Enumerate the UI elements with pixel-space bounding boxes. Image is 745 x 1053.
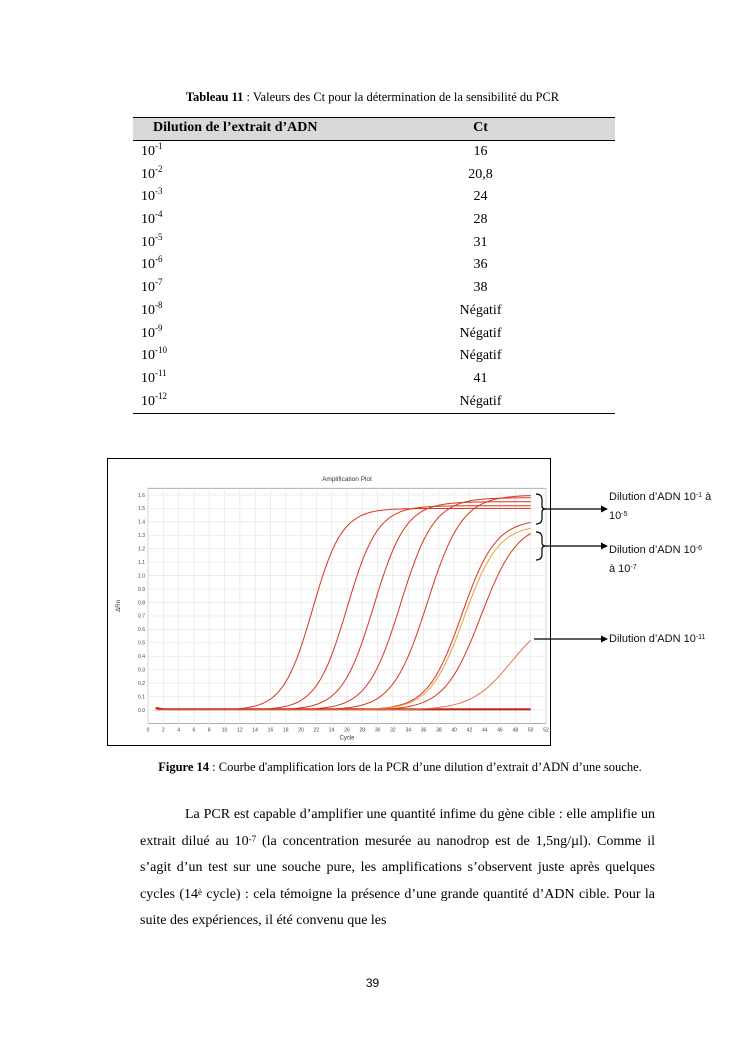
arrowhead-2: [601, 543, 608, 550]
table-row: [133, 232, 615, 255]
x-tick-label: 46: [497, 727, 503, 734]
x-tick-label: 36: [420, 727, 427, 734]
dilution-cell: $10^{-10}$: [141, 345, 167, 364]
x-tick-label: 32: [390, 727, 396, 734]
x-tick-label: 14: [252, 727, 258, 734]
table-row: [133, 300, 615, 323]
x-tick-label: 34: [405, 727, 412, 734]
y-tick-label: 1.0: [138, 573, 145, 580]
x-axis-label: Cycle: [339, 735, 355, 742]
dilution-cell: $10^{-11}$: [141, 367, 167, 386]
table-row: [133, 391, 615, 414]
ct-cell: Négatif: [459, 302, 502, 318]
y-tick-label: 1.6: [138, 492, 145, 499]
y-tick-label: 1.5: [138, 506, 145, 513]
figure-frame: [107, 458, 551, 746]
brace-top: [536, 494, 546, 524]
dilution-cell: $10^{-7}$: [141, 277, 163, 296]
x-tick-label: 8: [207, 727, 211, 734]
ct-cell: 38: [473, 280, 488, 296]
table-row: [133, 141, 615, 164]
annotation-dilution-6-7: Dilution d’ADN $10^{-6}$ à $10^{-7}$: [609, 544, 703, 575]
dilution-cell: $10^{-4}$: [141, 209, 163, 228]
y-tick-label: 0.4: [138, 654, 145, 661]
annotation-arrows: [528, 488, 610, 658]
x-tick-label: 44: [481, 727, 488, 734]
ct-cell: Négatif: [459, 325, 502, 341]
x-tick-label: 28: [359, 727, 366, 734]
amplification-plot: [108, 459, 549, 744]
y-tick-label: 0.3: [138, 667, 145, 674]
table-row: [133, 186, 615, 209]
x-tick-label: 0: [146, 727, 150, 734]
figure-caption: [140, 760, 660, 775]
x-tick-label: 4: [177, 727, 181, 734]
ct-cell: 41: [473, 370, 488, 386]
ct-cell: Négatif: [459, 393, 502, 409]
header-ct: Ct: [473, 120, 488, 135]
dilution-cell: $10^{-2}$: [141, 163, 163, 182]
dilution-cell: $10^{-5}$: [141, 231, 163, 250]
x-tick-label: 40: [451, 727, 457, 734]
table-caption-label: Tableau 11: [185, 90, 244, 104]
y-tick-label: 1.3: [138, 533, 145, 540]
ct-cell: 36: [473, 257, 488, 273]
table-body: [133, 141, 615, 413]
x-tick-label: 10: [221, 727, 228, 734]
table-row: [133, 368, 615, 391]
ct-cell: Négatif: [459, 348, 502, 364]
table-row: [133, 254, 615, 277]
x-tick-label: 12: [237, 727, 243, 734]
table-header-row: [133, 117, 615, 141]
x-tick-label: 26: [344, 727, 350, 734]
y-tick-label: 0.8: [138, 600, 145, 607]
chart-title: Amplification Plot: [322, 476, 372, 483]
y-axis-label: ΔRn: [116, 600, 122, 612]
ct-cell: 16: [473, 144, 488, 159]
table-row: [133, 345, 615, 368]
brace-middle: [536, 532, 546, 560]
y-tick-label: 0.7: [138, 613, 145, 620]
paragraph-1: La PCR est capable d’amplifier une quantité infime du gène cible : elle amplifie un extrait dilué au $10^{-7}$ (la concentration mesurée au nanodrop est de 1,5ng/µl). Comme il s’agit d’un test sur une souche pure, les amplifications s’observent juste après quelques cycles ($14^è$ cycle) : cela témoigne la présence d’une grande quantité d’ADN cible. Pour la suite des expériences, il été convenu que les: [140, 807, 655, 928]
x-tick-label: 22: [313, 727, 320, 734]
x-tick-label: 16: [267, 727, 274, 734]
ct-cell: 20,8: [468, 166, 493, 182]
dilution-cell: $10^{-6}$: [141, 254, 163, 273]
ct-cell: 24: [473, 189, 488, 205]
x-tick-label: 2: [161, 727, 165, 734]
y-tick-label: 1.2: [138, 546, 145, 553]
y-tick-label: 0.9: [138, 586, 145, 593]
arrowhead-3: [601, 636, 608, 643]
y-tick-label: 0.2: [138, 680, 145, 687]
x-tick-label: 48: [512, 727, 519, 734]
figure-caption-label: Figure 14: [158, 760, 210, 774]
x-tick-label: 38: [436, 727, 442, 734]
body-paragraph: [140, 802, 655, 935]
x-tick-label: 52: [543, 727, 549, 734]
table-row: [133, 209, 615, 232]
ct-cell: 31: [473, 234, 488, 250]
dilution-cell: $10^{-3}$: [141, 186, 163, 205]
dilution-cell: $10^{-9}$: [141, 322, 163, 341]
annotation-dilution-1-5: Dilution d’ADN $10^{-1}$ à $10^{-5}$: [609, 491, 712, 522]
x-tick-label: 50: [527, 727, 534, 734]
figure-caption-text: : Courbe d'amplification lors de la PCR d’une dilution d’extrait d’ADN d’une souche.: [209, 760, 642, 774]
annotation-dilution-11: Dilution d’ADN $10^{-11}$: [609, 633, 706, 645]
x-tick-label: 20: [298, 727, 304, 734]
y-tick-label: 1.1: [138, 559, 145, 566]
table-row: [133, 277, 615, 300]
table-caption: [0, 90, 745, 105]
dilution-cell: $10^{-1}$: [141, 141, 163, 159]
y-tick-label: 0.0: [138, 707, 145, 714]
x-tick-label: 42: [466, 727, 473, 734]
ct-cell: 28: [473, 212, 488, 228]
x-tick-label: 6: [192, 727, 196, 734]
ct-table: [133, 117, 615, 414]
y-tick-label: 1.4: [138, 519, 145, 526]
page-number: 39: [365, 976, 380, 990]
x-tick-label: 30: [374, 727, 381, 734]
y-tick-label: 0.5: [138, 640, 145, 647]
table-caption-text: : Valeurs des Ct pour la détermination de la sensibilité du PCR: [243, 90, 560, 104]
table-row: [133, 323, 615, 346]
y-tick-label: 0.6: [138, 627, 145, 634]
x-tick-label: 18: [282, 727, 289, 734]
dilution-cell: $10^{-12}$: [141, 390, 167, 409]
x-tick-label: 24: [328, 727, 335, 734]
table-row: [133, 164, 615, 187]
y-tick-label: 0.1: [138, 694, 145, 701]
header-dilution: Dilution de l’extrait d’ADN: [153, 120, 318, 135]
dilution-cell: $10^{-8}$: [141, 299, 163, 318]
arrowhead-1: [601, 506, 608, 513]
